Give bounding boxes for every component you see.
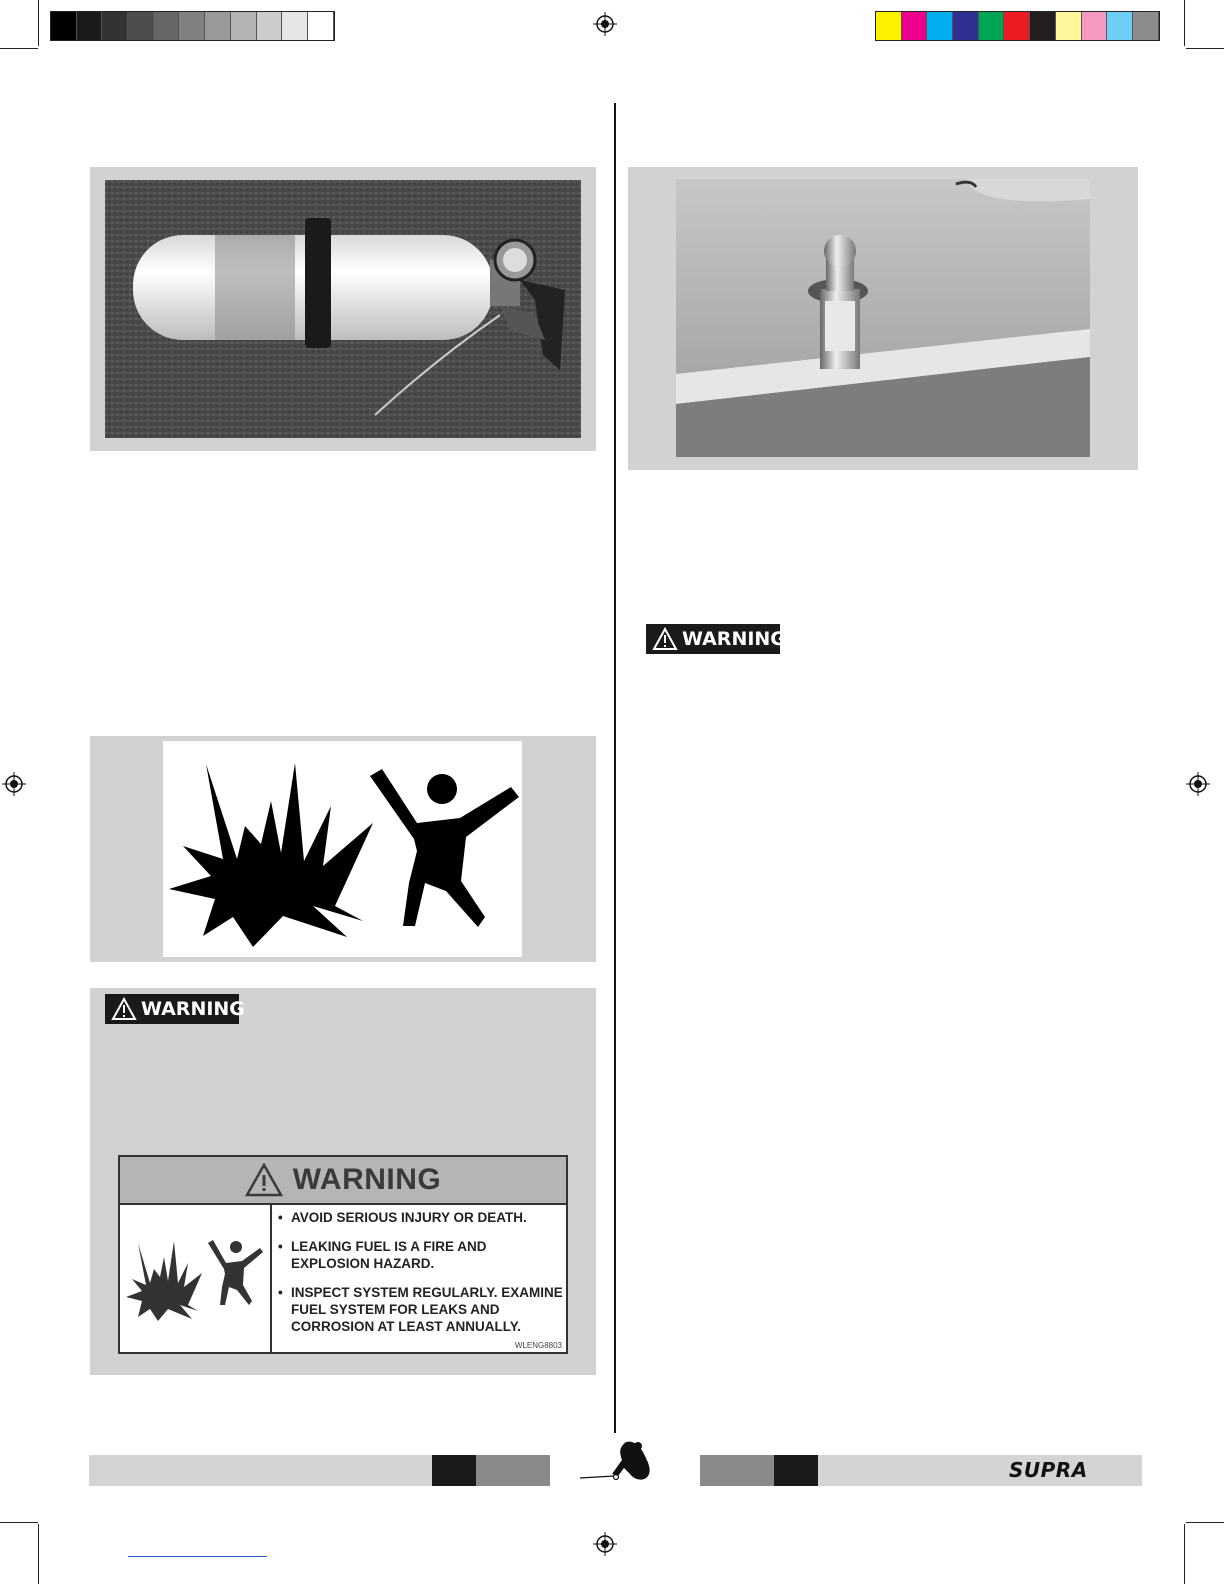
warning-triangle-icon bbox=[652, 627, 678, 651]
color-swatch bbox=[231, 12, 257, 40]
warning-badge bbox=[646, 624, 786, 654]
bottom-rule bbox=[128, 1556, 267, 1557]
fire-extinguisher-figure bbox=[90, 167, 596, 451]
crop-mark bbox=[1184, 1524, 1185, 1584]
wakeboarder-logo-icon bbox=[578, 1440, 658, 1486]
decal-code: WLENG8803 bbox=[514, 1341, 562, 1350]
decal-item: • LEAKING FUEL IS A FIRE AND EXPLOSION HAZARD. bbox=[278, 1238, 566, 1272]
process-color-bar bbox=[875, 11, 1160, 41]
color-swatch bbox=[77, 12, 103, 40]
crop-mark bbox=[1184, 0, 1185, 46]
color-swatch bbox=[154, 12, 180, 40]
crop-mark bbox=[1186, 1522, 1224, 1523]
color-swatch bbox=[102, 12, 128, 40]
warning-triangle-icon bbox=[245, 1163, 283, 1197]
footer-tab-dark bbox=[774, 1455, 818, 1486]
color-swatch bbox=[1030, 12, 1056, 40]
footer-tab-gray bbox=[700, 1455, 774, 1486]
explosion-hazard-icon bbox=[163, 741, 522, 957]
color-swatch bbox=[1107, 12, 1133, 40]
registration-mark-icon bbox=[2, 772, 26, 796]
crop-mark bbox=[1186, 48, 1224, 49]
registration-mark-icon bbox=[593, 12, 617, 36]
brand-logo: SUPRA bbox=[1009, 1458, 1088, 1482]
fire-extinguisher-photo bbox=[105, 180, 581, 438]
footer-tab-gray bbox=[476, 1455, 550, 1486]
color-swatch bbox=[1133, 12, 1159, 40]
fire-system-photo bbox=[676, 179, 1090, 457]
color-swatch bbox=[282, 12, 308, 40]
color-swatch bbox=[179, 12, 205, 40]
color-swatch bbox=[205, 12, 231, 40]
crop-mark bbox=[0, 48, 38, 49]
footer-tab-dark bbox=[432, 1455, 476, 1486]
warning-badge-label: WARNING bbox=[141, 998, 245, 1020]
decal-title: WARNING bbox=[292, 1163, 442, 1196]
color-swatch bbox=[257, 12, 283, 40]
explosion-hazard-icon bbox=[124, 1235, 264, 1323]
decal-item: • AVOID SERIOUS INJURY OR DEATH. bbox=[278, 1209, 566, 1226]
decal-divider bbox=[270, 1205, 272, 1352]
color-swatch bbox=[876, 12, 902, 40]
registration-mark-icon bbox=[1186, 772, 1210, 796]
color-swatch bbox=[902, 12, 928, 40]
fuel-warning-decal bbox=[118, 1155, 568, 1354]
warning-badge-label: WARNING bbox=[682, 628, 786, 650]
crop-mark bbox=[0, 1522, 38, 1523]
color-swatch bbox=[1082, 12, 1108, 40]
color-swatch bbox=[927, 12, 953, 40]
registration-mark-icon bbox=[593, 1532, 617, 1556]
column-divider bbox=[614, 103, 616, 1433]
color-swatch bbox=[1056, 12, 1082, 40]
warning-triangle-icon bbox=[111, 997, 137, 1021]
decal-item: • INSPECT SYSTEM REGULARLY. EXAMINE FUEL SYSTEM FOR LEAKS AND CORROSION AT LEAST ANNUALLY. bbox=[278, 1284, 566, 1335]
color-swatch bbox=[1004, 12, 1030, 40]
decal-header bbox=[120, 1157, 566, 1205]
color-swatch bbox=[128, 12, 154, 40]
color-swatch bbox=[953, 12, 979, 40]
crop-mark bbox=[38, 1524, 39, 1584]
grayscale-color-bar bbox=[50, 11, 335, 41]
warning-badge bbox=[105, 994, 245, 1024]
color-swatch bbox=[979, 12, 1005, 40]
color-swatch bbox=[51, 12, 77, 40]
fire-system-figure bbox=[628, 167, 1138, 470]
explosion-hazard-figure bbox=[90, 736, 596, 962]
crop-mark bbox=[38, 0, 39, 46]
color-swatch bbox=[308, 12, 334, 40]
decal-list bbox=[278, 1209, 566, 1347]
